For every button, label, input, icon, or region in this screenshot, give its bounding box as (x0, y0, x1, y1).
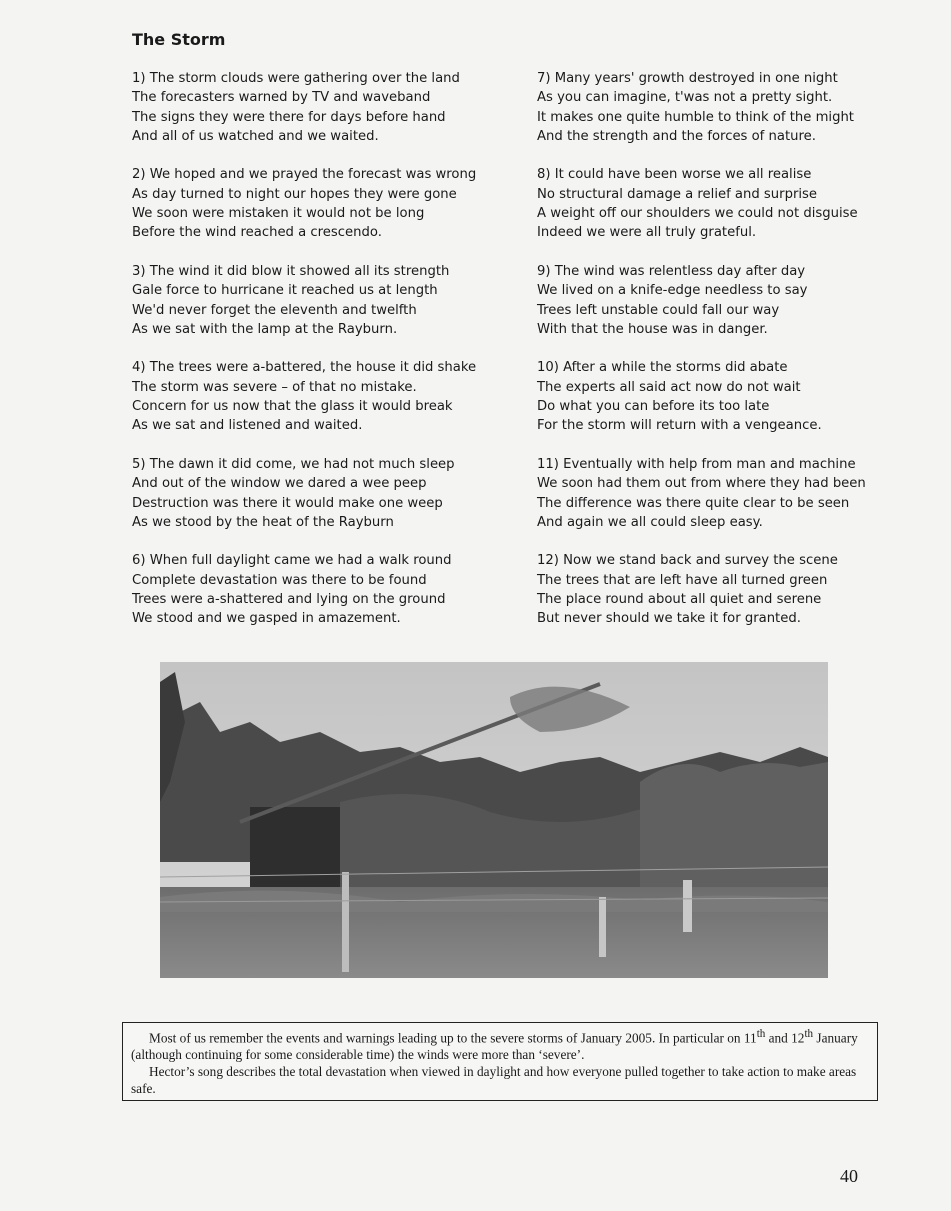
poem-line: 2) We hoped and we prayed the forecast was wrong (132, 167, 477, 183)
poem-line: 9) The wind was relentless day after day (537, 263, 806, 279)
poem-column-right (537, 69, 937, 648)
stanza (132, 358, 512, 435)
poem-line: Concern for us now that the glass it would break (132, 399, 453, 415)
poem-line: As we stood by the heat of the Rayburn (132, 514, 394, 530)
poem-line: 5) The dawn it did come, we had not much sleep (132, 456, 455, 472)
poem-line: But never should we take it for granted. (537, 611, 801, 627)
stanza (132, 551, 512, 628)
poem-line: For the storm will return with a vengeance. (537, 418, 822, 434)
poem-line: 3) The wind it did blow it showed all its strength (132, 263, 450, 279)
poem-line: We stood and we gasped in amazement. (132, 611, 401, 627)
poem-line: And all of us watched and we waited. (132, 128, 379, 144)
poem-line: The experts all said act now do not wait (537, 379, 801, 395)
storm-damage-photo (160, 662, 828, 978)
poem-line: Destruction was there it would make one weep (132, 495, 443, 511)
poem-line: It makes one quite humble to think of the might (537, 109, 854, 125)
poem-line: 7) Many years' growth destroyed in one night (537, 71, 838, 86)
poem-line: 10) After a while the storms did abate (537, 360, 788, 376)
poem-line: And out of the window we dared a wee peep (132, 476, 427, 492)
poem-line: The trees that are left have all turned green (537, 572, 828, 588)
poem-line: The signs they were there for days before hand (132, 109, 446, 125)
poem-line: We lived on a knife-edge needless to say (537, 283, 808, 299)
poem-line: Gale force to hurricane it reached us at length (132, 283, 438, 299)
poem-line: Indeed we were all truly grateful. (537, 225, 757, 241)
poem-line: And again we all could sleep easy. (537, 514, 763, 530)
poem-line: With that the house was in danger. (537, 321, 768, 337)
poem-line: We soon had them out from where they had been (537, 476, 866, 492)
poem-line: Trees left unstable could fall our way (537, 302, 780, 318)
stanza (132, 455, 512, 532)
poem-line: 8) It could have been worse we all realise (537, 167, 812, 183)
page-number: 40 (840, 1166, 858, 1186)
stanza (537, 455, 937, 532)
stanza (537, 69, 937, 146)
poem-line: A weight off our shoulders we could not disguise (537, 206, 858, 222)
caption-text: Most of us remember the events and warnings leading up to the severe storms of January 2005. In particular on 11 (149, 1030, 757, 1046)
poem-line: As we sat and listened and waited. (132, 418, 363, 434)
poem-line: 11) Eventually with help from man and machine (537, 456, 856, 472)
caption-paragraph (131, 1026, 869, 1063)
poem-line: The forecasters warned by TV and waveband (132, 90, 431, 106)
poem-line: As we sat with the lamp at the Rayburn. (132, 321, 398, 337)
stanza (132, 69, 512, 146)
poem-line: Complete devastation was there to be found (132, 572, 427, 588)
poem-line: The storm was severe – of that no mistake. (132, 379, 417, 395)
stanza (537, 262, 937, 339)
poem-column-left (132, 69, 512, 648)
poem-title: The Storm (132, 30, 226, 49)
poem-line: We soon were mistaken it would not be long (132, 206, 425, 222)
poem-line: As day turned to night our hopes they were gone (132, 186, 457, 202)
caption-paragraph: Hector’s song describes the total devastation when viewed in daylight and how everyone pulled together to take action to make areas safe. (131, 1064, 857, 1097)
stanza (537, 551, 937, 628)
caption-box (122, 1022, 878, 1101)
stanza (132, 165, 512, 242)
poem-line: As you can imagine, t'was not a pretty sight. (537, 90, 833, 106)
poem-line: No structural damage a relief and surprise (537, 186, 818, 202)
poem-line: 12) Now we stand back and survey the scene (537, 553, 838, 569)
poem-line: Do what you can before its too late (537, 399, 770, 415)
superscript: th (756, 1028, 766, 1040)
poem-line: The place round about all quiet and serene (537, 592, 822, 608)
stanza (537, 358, 937, 435)
poem-line: 1) The storm clouds were gathering over the land (132, 71, 460, 86)
caption-text: January (although continuing for some considerable time) the winds were more than ‘severe’. (131, 1030, 858, 1063)
poem-line: Trees were a-shattered and lying on the ground (132, 592, 446, 608)
superscript: th (804, 1028, 814, 1040)
poem-line: And the strength and the forces of nature. (537, 128, 816, 144)
stanza (537, 165, 937, 242)
poem-line: 6) When full daylight came we had a walk round (132, 553, 452, 569)
caption-text: and 12 (765, 1030, 805, 1046)
poem-line: We'd never forget the eleventh and twelfth (132, 302, 417, 318)
poem-line: Before the wind reached a crescendo. (132, 225, 382, 241)
poem-line: The difference was there quite clear to be seen (537, 495, 850, 511)
poem-line: 4) The trees were a-battered, the house it did shake (132, 360, 477, 376)
stanza (132, 262, 512, 339)
